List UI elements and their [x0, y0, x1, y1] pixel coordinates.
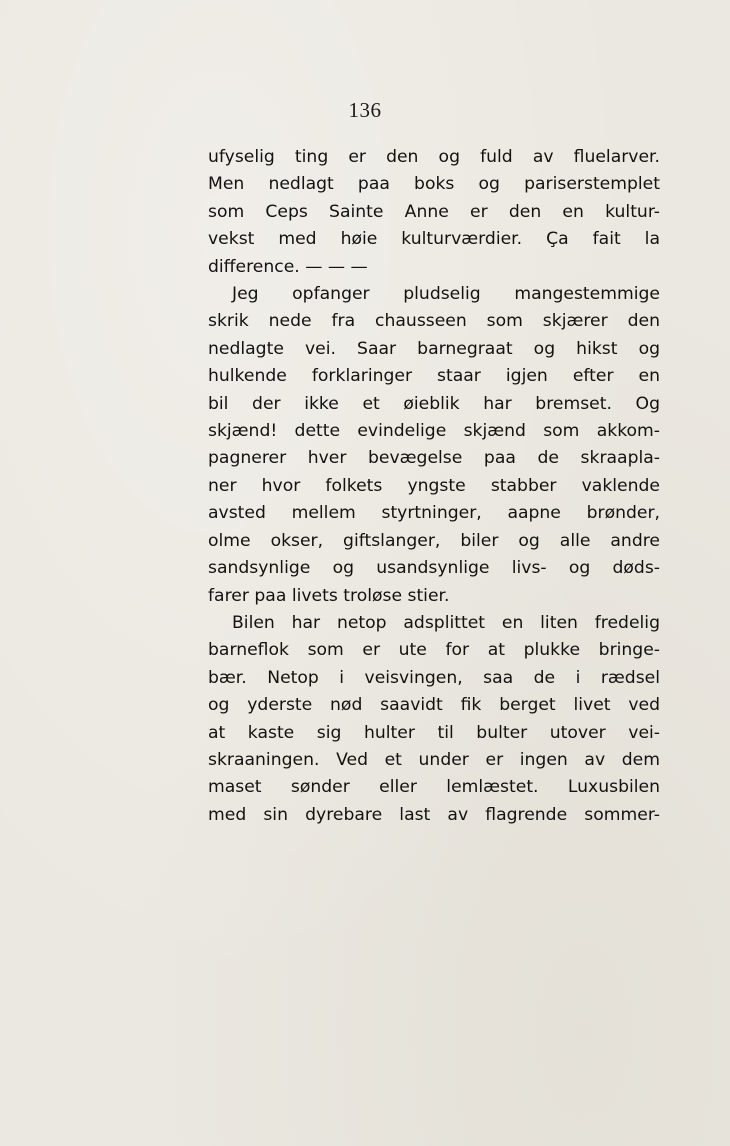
text-line: nedlagte vei. Saar barnegraat og hikst og	[208, 338, 660, 359]
paragraph-2	[208, 281, 660, 610]
text-line: ufyselig ting er den og fuld av fluelarver.	[208, 147, 660, 167]
text-line: at kaste sig hulter til bulter utover vei-	[208, 722, 660, 743]
text-line: Jeg opfanger pludselig mangestemmige	[232, 284, 660, 305]
text-line: som Ceps Sainte Anne er den en kultur-	[208, 201, 660, 222]
text-line: difference. — — —	[208, 256, 368, 277]
body-text	[208, 144, 660, 829]
text-line: skrik nede fra chausseen som skjærer den	[208, 311, 660, 332]
text-line: Bilen har netop adsplittet en liten fredelig	[232, 612, 660, 633]
text-line: hulkende forklaringer staar igjen efter en	[208, 366, 660, 387]
text-line: barneflok som er ute for at plukke bringe-	[208, 640, 660, 661]
text-line: olme okser, giftslanger, biler og alle andre	[208, 530, 660, 551]
text-line: farer paa livets troløse stier.	[208, 585, 450, 606]
text-line: og yderste nød saavidt fik berget livet ved	[208, 695, 660, 716]
text-line: bil der ikke et øieblik har bremset. Og	[208, 393, 660, 414]
text-line: med sin dyrebare last av flagrende sommer-	[208, 804, 660, 825]
text-line: bær. Netop i veisvingen, saa de i rædsel	[208, 667, 660, 688]
paragraph-1	[208, 144, 660, 281]
text-line: sandsynlige og usandsynlige livs- og døds-	[208, 558, 660, 579]
text-line: ner hvor folkets yngste stabber vaklende	[208, 475, 660, 496]
text-line: skjænd! dette evindelige skjænd som akkom-	[208, 421, 660, 442]
text-line: Men nedlagt paa boks og pariserstemplet	[208, 174, 660, 195]
paragraph-3	[208, 610, 660, 829]
text-line: vekst med høie kulturværdier. Ça fait la	[208, 229, 660, 250]
text-line: avsted mellem styrtninger, aapne brønder,	[208, 503, 660, 524]
text-line: maset sønder eller lemlæstet. Luxusbilen	[208, 777, 660, 798]
page-number: 136	[348, 98, 382, 122]
text-line: pagnerer hver bevægelse paa de skraapla-	[208, 448, 660, 469]
text-line: skraaningen. Ved et under er ingen av dem	[208, 749, 660, 770]
